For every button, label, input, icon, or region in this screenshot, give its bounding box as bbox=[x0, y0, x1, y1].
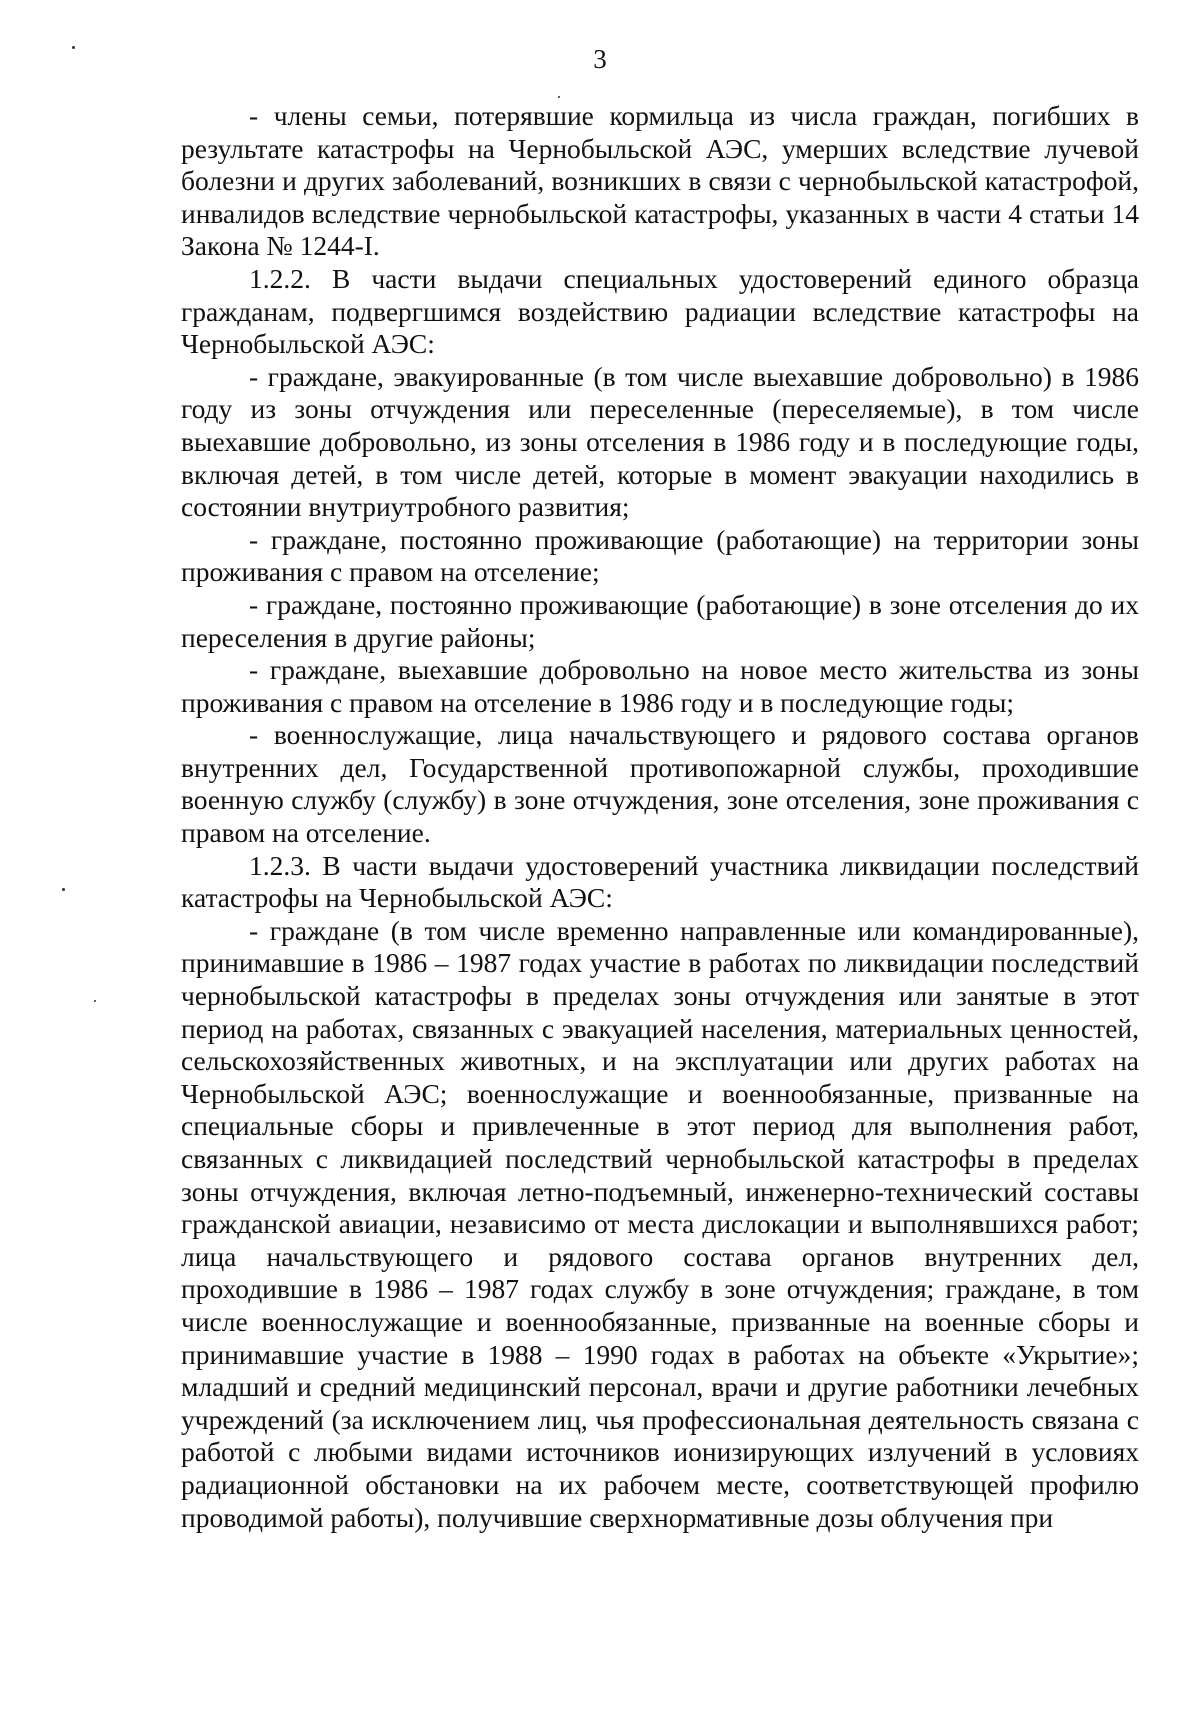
scan-speck bbox=[558, 96, 560, 98]
paragraph: 1.2.2. В части выдачи специальных удостоверений единого образца гражданам, подвергшимся воздействию радиации вследствие катастрофы на Чернобыльской АЭС: bbox=[181, 262, 1139, 360]
paragraph: - граждане, постоянно проживающие (работающие) на территории зоны проживания с правом на отселение; bbox=[181, 523, 1139, 588]
scan-speck bbox=[72, 46, 75, 49]
paragraph: - члены семьи, потерявшие кормильца из числа граждан, погибших в результате катастрофы на Чернобыльской АЭС, умерших вследствие лучевой болезни и других заболеваний, возникших в связи с чернобыльской катастрофой, инвалидов вследствие чернобыльской катастрофы, указанных в части 4 статьи 14 Закона № 1244-I. bbox=[181, 100, 1139, 262]
scan-speck bbox=[94, 1000, 96, 1002]
paragraph: - граждане (в том числе временно направленные или командированные), принимавшие в 1986 – 1987 годах участие в работах по ликвидации последствий чернобыльской катастрофы в пределах зоны отчуждения или занятые в этот период на работах, связанных с эвакуацией населения, материальных ценностей, сельскохозяйственных животных, и на эксплуатации или других работах на Чернобыльской АЭС; военнослужащие и военнообязанные, призванные на специальные сборы и привлеченные в этот период для выполнения работ, связанных с ликвидацией последствий чернобыльской катастрофы в пределах зоны отчуждения, включая летно-подъемный, инженерно-технический составы гражданской авиации, независимо от места дислокации и выполнявшихся работ; лица начальствующего и рядового состава органов внутренних дел, проходившие в 1986 – 1987 годах службу в зоне отчуждения; граждане, в том числе военнослужащие и военнообязанные, призванные на военные сборы и принимавшие участие в 1988 – 1990 годах в работах на объекте «Укрытие»; младший и средний медицинский персонал, врачи и другие работники лечебных учреждений (за исключением лиц, чья профессиональная деятельность связана с работой с любыми видами источников ионизирующих излучений в условиях радиационной обстановки на их рабочем месте, соответствующей профилю проводимой работы), получившие сверхнормативные дозы облучения при bbox=[181, 914, 1139, 1533]
document-body bbox=[181, 100, 1139, 1534]
paragraph: - граждане, эвакуированные (в том числе выехавшие добровольно) в 1986 году из зоны отчуждения или переселенные (переселяемые), в том числе выехавшие добровольно, из зоны отселения в 1986 году и в последующие годы, включая детей, в том числе детей, которые в момент эвакуации находились в состоянии внутриутробного развития; bbox=[181, 360, 1139, 523]
paragraph: - военнослужащие, лица начальствующего и рядового состава органов внутренних дел, Государственной противопожарной службы, проходившие военную службу (службу) в зоне отчуждения, зоне отселения, зоне проживания с правом на отселение. bbox=[181, 719, 1139, 849]
paragraph: 1.2.3. В части выдачи удостоверений участника ликвидации последствий катастрофы на Чернобыльской АЭС: bbox=[181, 849, 1139, 914]
paragraph: - граждане, выехавшие добровольно на новое место жительства из зоны проживания с правом на отселение в 1986 году и в последующие годы; bbox=[181, 654, 1139, 718]
paragraph: - граждане, постоянно проживающие (работающие) в зоне отселения до их переселения в другие районы; bbox=[181, 588, 1139, 653]
scan-speck bbox=[62, 888, 65, 891]
page-number: 3 bbox=[593, 44, 607, 74]
